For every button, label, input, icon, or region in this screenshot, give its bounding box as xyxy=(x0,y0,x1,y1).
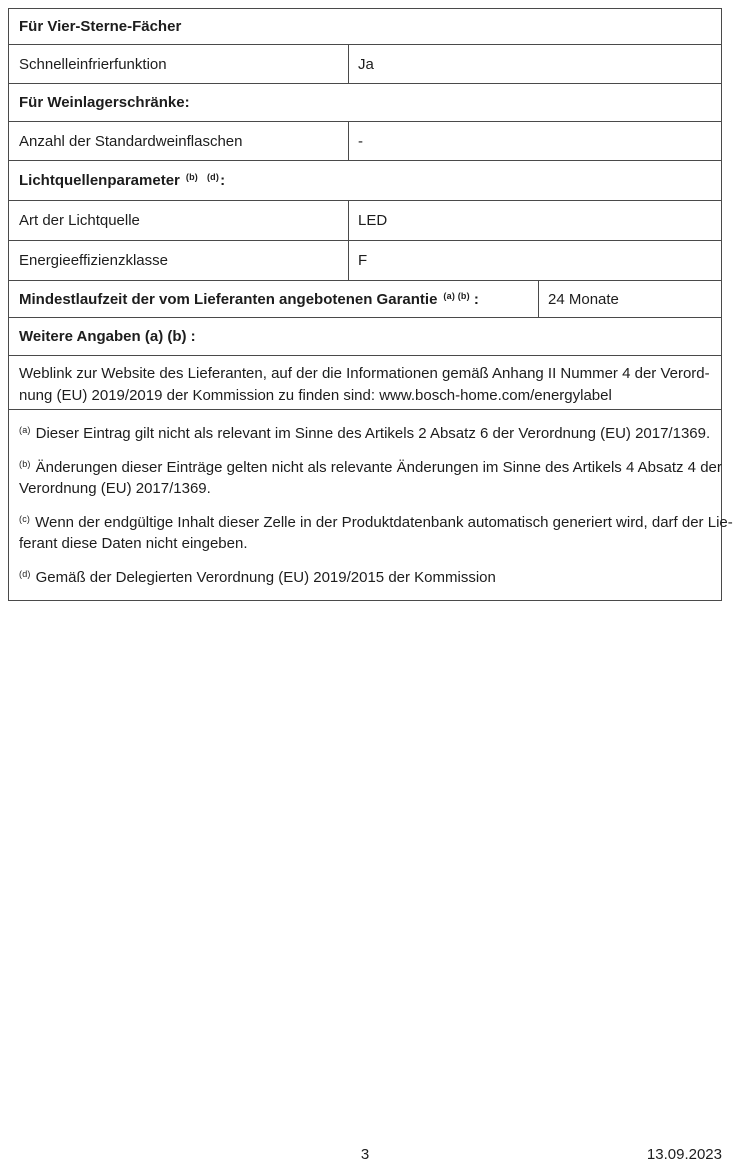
section-label: Weitere Angaben (a) (b) : xyxy=(19,328,196,345)
footnote-a-text: Dieser Eintrag gilt nicht als relevant im Sinne des Artikels 2 Absatz 6 der Verordnung (EU) 2017/1369. xyxy=(35,425,711,442)
weblink-text xyxy=(9,356,721,409)
attribute-label-text: Mindestlaufzeit der vom Lieferanten angebotenen Garantie xyxy=(19,291,438,308)
attribute-label: Schnelleinfrierfunktion xyxy=(9,45,349,83)
footnote-b-text-line-1: Änderungen dieser Einträge gelten nicht als relevante Änderungen im Sinne des Artikels 4 Absatz 4 der xyxy=(35,459,722,476)
row-anzahl-standardweinflaschen xyxy=(9,121,721,160)
weblink-line-1: Weblink zur Website des Lieferanten, auf der die Informationen gemäß Anhang II Nummer 4 der Verord- xyxy=(19,365,710,382)
attribute-label xyxy=(9,281,539,317)
row-footnotes xyxy=(9,409,733,600)
section-label xyxy=(9,161,721,200)
product-data-table xyxy=(8,8,733,601)
footnote-b-marker: (b) xyxy=(19,459,31,469)
footer-date: 13.09.2023 xyxy=(646,1146,722,1163)
footnote-d xyxy=(19,567,733,588)
footnote-c-text-line-1: Wenn der endgültige Inhalt dieser Zelle in der Produktdatenbank automatisch generiert wird, darf der Lie- xyxy=(35,514,733,531)
footnotes-block xyxy=(9,410,743,600)
footnote-a xyxy=(19,423,733,444)
section-label-text: Lichtquellenparameter xyxy=(19,172,180,189)
weblink-line-2: nung (EU) 2019/2019 der Kommission zu finden sind: www.bosch-home.com/energylabel xyxy=(19,387,612,404)
row-schnelleinfrierfunktion xyxy=(9,44,721,83)
attribute-value: LED xyxy=(358,212,388,229)
footnote-c xyxy=(19,512,733,554)
row-section-weitere-angaben xyxy=(9,317,721,355)
row-weblink xyxy=(9,355,721,409)
footnote-ref-d: (d) xyxy=(206,172,220,182)
row-mindestlaufzeit-garantie xyxy=(9,280,721,317)
attribute-value: - xyxy=(358,133,363,150)
page-footer xyxy=(8,1146,722,1166)
footnote-b-text-line-2: Verordnung (EU) 2017/1369. xyxy=(19,480,211,497)
footnote-d-text: Gemäß der Delegierten Verordnung (EU) 2019/2015 der Kommission xyxy=(35,569,496,586)
section-label: Für Weinlagerschränke: xyxy=(19,94,190,111)
section-label: Für Vier-Sterne-Fächer xyxy=(19,18,182,35)
attribute-value: 24 Monate xyxy=(548,291,619,308)
attribute-value: F xyxy=(358,252,368,269)
row-section-lichtquellenparameter xyxy=(9,160,721,200)
page-number: 3 xyxy=(360,1146,370,1163)
attribute-value: Ja xyxy=(358,56,374,73)
footnote-a-marker: (a) xyxy=(19,425,31,435)
attribute-label: Art der Lichtquelle xyxy=(9,201,349,240)
attribute-label: Energieeffizienzklasse xyxy=(9,241,349,280)
row-section-weinlagerschraenke xyxy=(9,83,721,121)
attribute-label: Anzahl der Standardweinflaschen xyxy=(9,122,349,160)
footnote-c-marker: (c) xyxy=(19,514,31,524)
section-label-colon: : xyxy=(220,172,226,189)
footnote-ref-a-b: (a) (b) xyxy=(443,291,470,301)
footnote-d-marker: (d) xyxy=(19,569,31,579)
footnote-c-text-line-2: ferant diese Daten nicht eingeben. xyxy=(19,535,248,552)
row-section-vier-sterne-faecher xyxy=(9,9,721,44)
row-energieeffizienzklasse xyxy=(9,240,721,280)
footnote-ref-b: (b) xyxy=(185,172,198,182)
row-art-der-lichtquelle xyxy=(9,200,721,240)
footnote-b xyxy=(19,457,733,499)
attribute-label-colon: : xyxy=(473,291,479,308)
